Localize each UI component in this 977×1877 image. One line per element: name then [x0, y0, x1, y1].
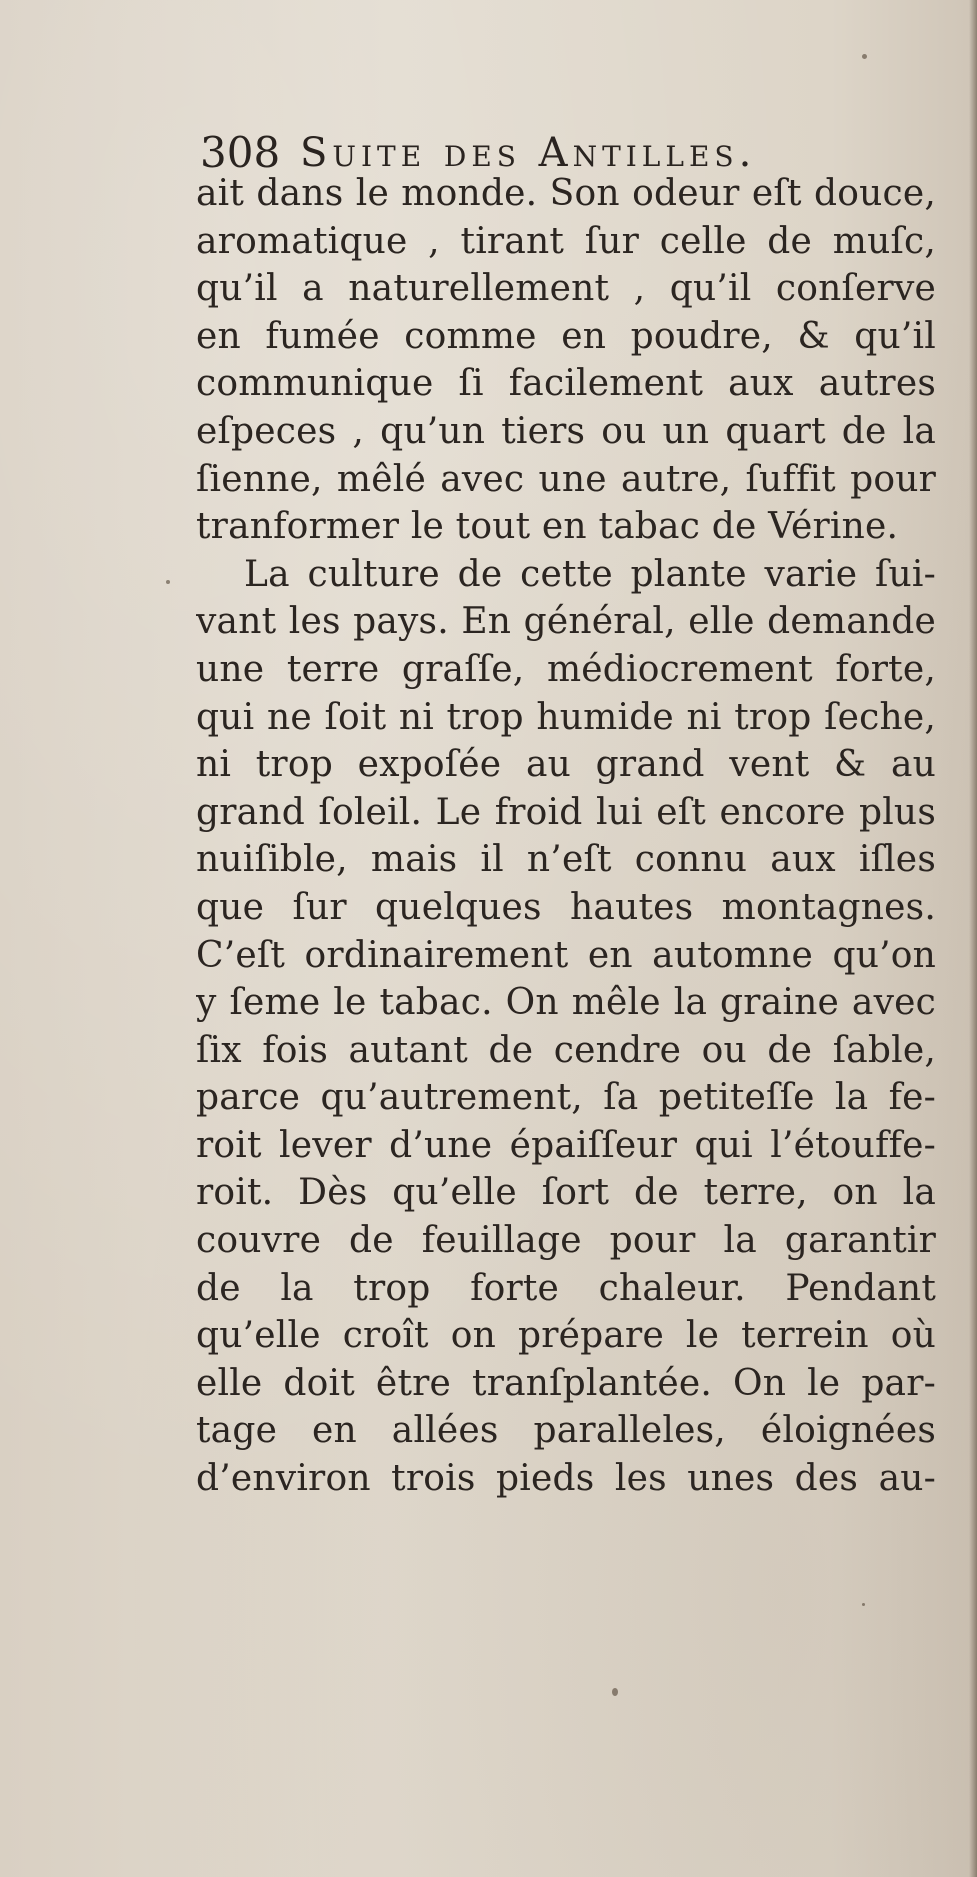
- text-line: vant les pays. En général, elle demande: [196, 601, 936, 643]
- text-line: ſienne, mêlé avec une autre, ſuffit pour: [196, 458, 936, 500]
- paragraph-start-line: La culture de cette plante varie ſui-: [244, 553, 936, 595]
- text-line: aromatique , tirant ſur celle de muſc,: [196, 220, 936, 262]
- text-line: tranformer le tout en tabac de Vérine.: [196, 506, 899, 548]
- paper-speck: [166, 580, 170, 584]
- text-line: roit. Dès qu’elle ſort de terre, on la: [196, 1172, 936, 1214]
- text-line: communique ſi facilement aux autres: [196, 363, 936, 405]
- paper-speck: [862, 1603, 865, 1606]
- text-line: eſpeces , qu’un tiers ou un quart de la: [196, 410, 936, 452]
- text-line: qu’elle croît on prépare le terrein où: [196, 1315, 936, 1357]
- text-line: ait dans le monde. Son odeur eſt douce,: [196, 173, 936, 214]
- text-line: grand ſoleil. Le froid lui eſt encore plus: [196, 791, 936, 833]
- text-line: ſix fois autant de cendre ou de ſable,: [196, 1029, 936, 1071]
- text-line: y ſeme le tabac. On mêle la graine avec: [196, 982, 936, 1024]
- text-line: qui ne ſoit ni trop humide ni trop ſeche,: [196, 696, 936, 738]
- text-line: d’environ trois pieds les unes des au-: [196, 1458, 936, 1500]
- text-line: qu’il a naturellement , qu’il conſerve: [196, 268, 936, 310]
- text-line: que ſur quelques hautes montagnes.: [196, 886, 936, 928]
- text-line: ni trop expoſée au grand vent & au: [196, 744, 936, 786]
- running-title: Suite des Antilles.: [300, 130, 757, 176]
- text-line: tage en allées paralleles, éloignées: [196, 1410, 936, 1452]
- text-line: couvre de feuillage pour la garantir: [196, 1220, 936, 1262]
- text-line: elle doit être tranſplantée. On le par-: [196, 1362, 936, 1404]
- page-edge-shadow: [969, 0, 977, 1877]
- text-line: C’eſt ordinairement en automne qu’on: [196, 934, 936, 976]
- paper-speck: [862, 54, 867, 59]
- text-line: nuiſible, mais il n’eſt connu aux iſles: [196, 839, 936, 881]
- text-line: de la trop forte chaleur. Pendant: [196, 1267, 936, 1309]
- text-line: en fumée comme en poudre, & qu’il: [196, 315, 936, 357]
- text-line: roit lever d’une épaiſſeur qui l’étouffe-: [196, 1124, 936, 1166]
- text-line: parce qu’autrement, ſa petiteſſe la fe-: [196, 1077, 936, 1119]
- page-number: 308: [200, 128, 281, 177]
- body-text: [196, 170, 936, 1503]
- text-line: une terre graſſe, médiocrement forte,: [196, 648, 936, 690]
- paper-speck: [612, 1688, 618, 1696]
